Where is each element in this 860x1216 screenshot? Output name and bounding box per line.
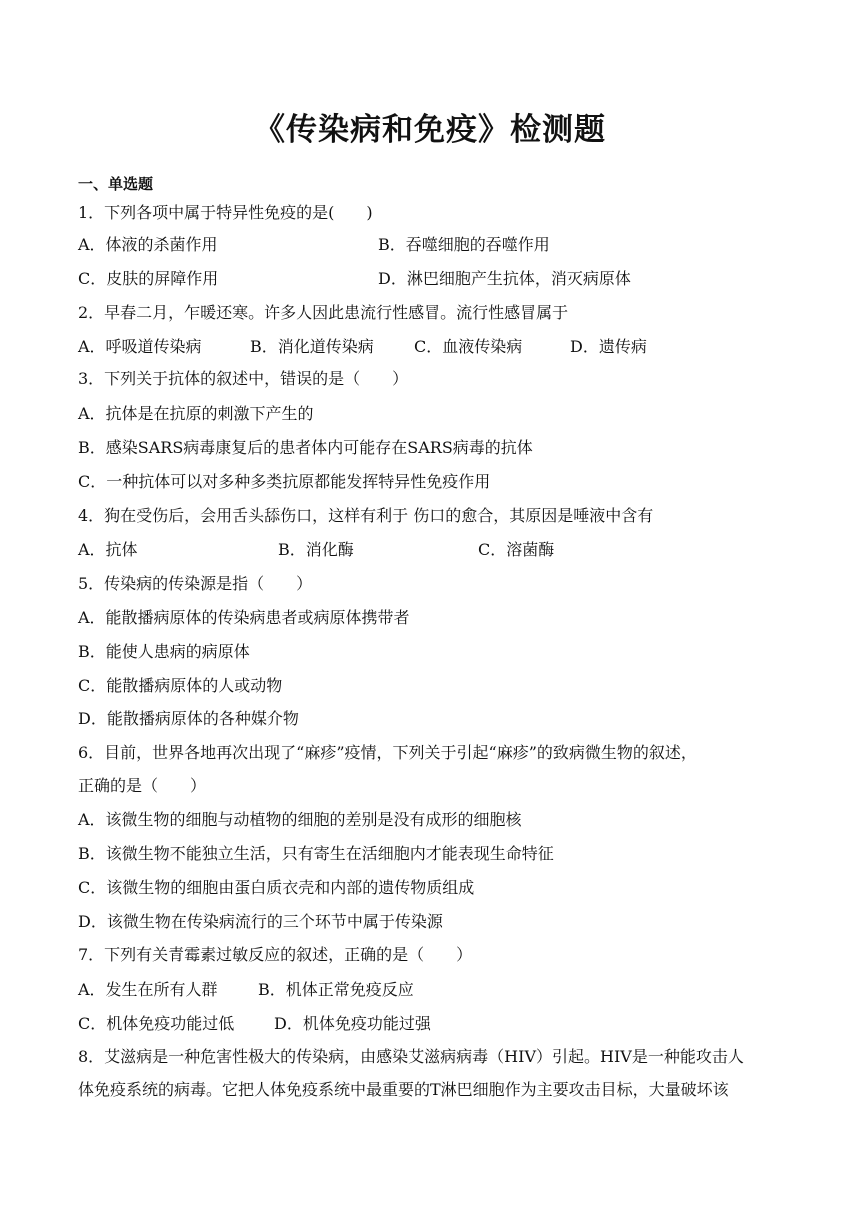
question-5-option-c: C．能散播病原体的人或动物 xyxy=(78,676,283,695)
question-5-option-a: A．能散播病原体的传染病患者或病原体携带者 xyxy=(78,608,410,627)
question-1-option-d: D．淋巴细胞产生抗体，消灭病原体 xyxy=(378,269,631,288)
question-4-option-a: A．抗体 xyxy=(78,540,138,559)
document-title: 《传染病和免疫》检测题 xyxy=(254,112,606,148)
question-6-option-c: C．该微生物的细胞由蛋白质衣壳和内部的遗传物质组成 xyxy=(78,878,475,897)
question-7-option-d: D．机体免疫功能过强 xyxy=(274,1014,431,1033)
question-6-option-a: A．该微生物的细胞与动植物的细胞的差别是没有成形的细胞核 xyxy=(78,810,522,829)
question-6-option-b: B．该微生物不能独立生活，只有寄生在活细胞内才能表现生命特征 xyxy=(78,844,554,863)
question-7-option-b: B．机体正常免疫反应 xyxy=(258,980,414,999)
question-1-option-b: B．吞噬细胞的吞噬作用 xyxy=(378,235,550,254)
question-5-stem: 5．传染病的传染源是指（ ） xyxy=(78,574,313,593)
question-7-option-a: A．发生在所有人群 xyxy=(78,980,218,999)
question-5-option-b: B．能使人患病的病原体 xyxy=(78,642,250,661)
question-2-option-b: B．消化道传染病 xyxy=(250,337,374,356)
question-2-option-d: D．遗传病 xyxy=(570,337,647,356)
question-1-option-c: C．皮肤的屏障作用 xyxy=(78,269,219,288)
question-6-option-d: D．该微生物在传染病流行的三个环节中属于传染源 xyxy=(78,912,443,931)
question-2-option-c: C．血液传染病 xyxy=(414,337,523,356)
question-2-option-a: A．呼吸道传染病 xyxy=(78,337,202,356)
question-3-option-a: A．抗体是在抗原的刺激下产生的 xyxy=(78,404,314,423)
section-heading: 一、单选题 xyxy=(78,175,154,193)
question-4-option-c: C．溶菌酶 xyxy=(478,540,555,559)
question-2-stem: 2．早春二月，乍暖还寒。许多人因此患流行性感冒。流行性感冒属于 xyxy=(78,303,569,322)
question-3-option-c: C．一种抗体可以对多种多类抗原都能发挥特异性免疫作用 xyxy=(78,472,491,491)
question-3-option-b: B．感染SARS病毒康复后的患者体内可能存在SARS病毒的抗体 xyxy=(78,438,533,457)
question-3-stem: 3．下列关于抗体的叙述中，错误的是（ ） xyxy=(78,369,409,388)
question-4-option-b: B．消化酶 xyxy=(278,540,354,559)
question-6-stem-line-1: 6．目前，世界各地再次出现了“麻疹”疫情，下列关于引起“麻疹”的致病微生物的叙述， xyxy=(78,743,697,762)
question-1-stem: 1．下列各项中属于特异性免疫的是( ) xyxy=(78,203,373,222)
question-8-line-2: 体免疫系统的病毒。它把人体免疫系统中最重要的T淋巴细胞作为主要攻击目标，大量破坏该 xyxy=(78,1080,729,1099)
question-7-option-c: C．机体免疫功能过低 xyxy=(78,1014,235,1033)
question-8-line-1: 8．艾滋病是一种危害性极大的传染病，由感染艾滋病病毒（HIV）引起。HIV是一种能攻击人 xyxy=(78,1047,744,1066)
question-6-stem-line-2: 正确的是（ ） xyxy=(78,776,207,795)
question-1-option-a: A．体液的杀菌作用 xyxy=(78,235,218,254)
question-7-stem: 7．下列有关青霉素过敏反应的叙述，正确的是（ ） xyxy=(78,945,473,964)
question-4-stem: 4．狗在受伤后，会用舌头舔伤口，这样有利于 伤口的愈合，其原因是唾液中含有 xyxy=(78,506,654,525)
question-5-option-d: D．能散播病原体的各种媒介物 xyxy=(78,709,299,728)
